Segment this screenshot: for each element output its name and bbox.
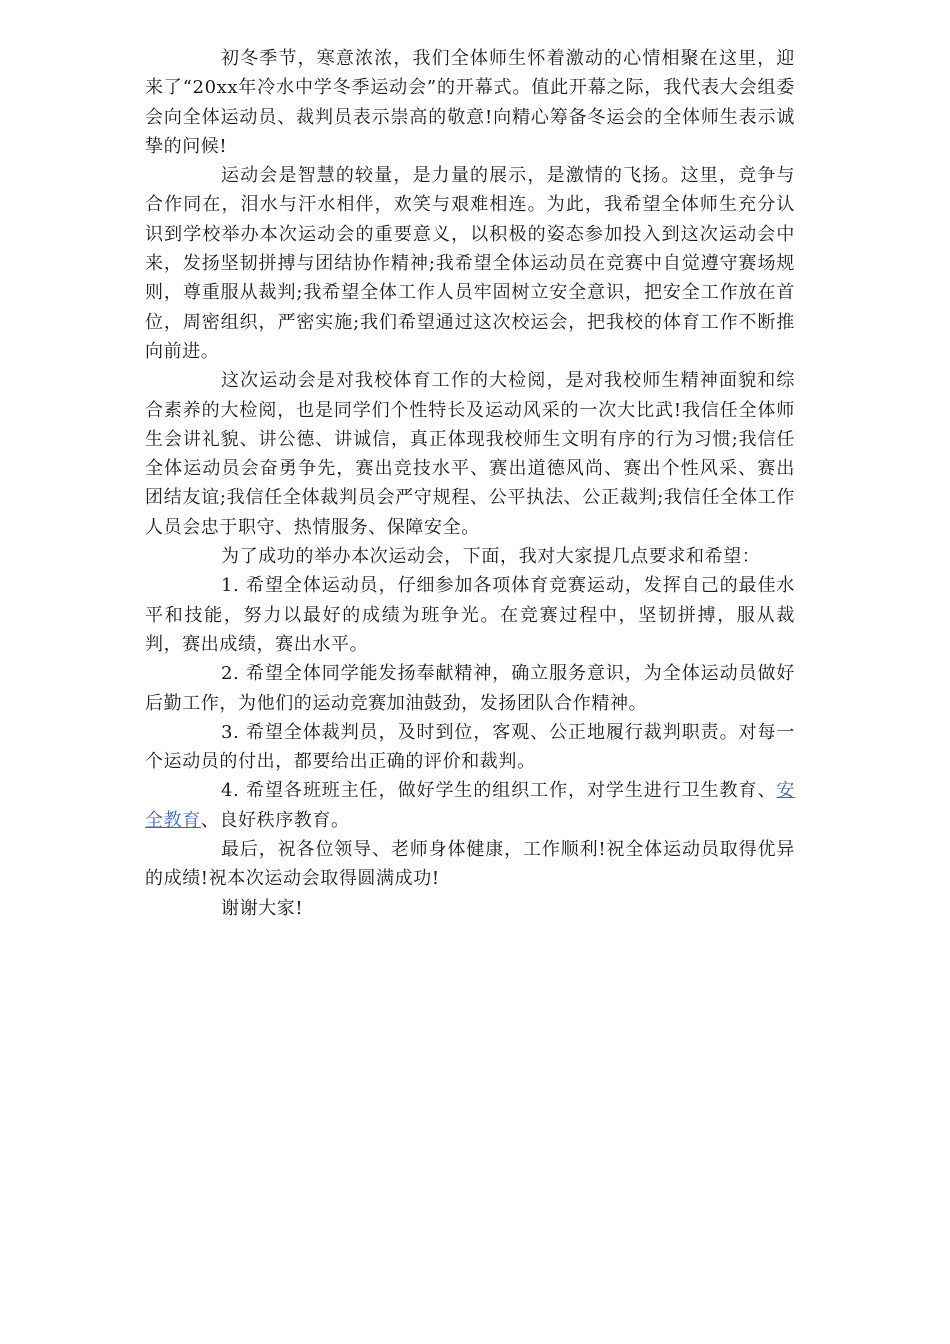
requirement-item-2: 2. 希望全体同学能发扬奉献精神，确立服务意识，为全体运动员做好后勤工作，为他们的运动竞赛加油鼓劲，发扬团队合作精神。 xyxy=(145,663,795,714)
requirement-item-4 xyxy=(145,776,795,835)
safety-education-link[interactable]: 安全教育 xyxy=(145,780,795,831)
requirement-item-1: 1. 希望全体运动员，仔细参加各项体育竞赛运动，发挥自己的最佳水平和技能，努力以最好的成绩为班争光。在竞赛过程中，坚韧拼搏，服从裁判，赛出成绩，赛出水平。 xyxy=(145,575,795,655)
requirement-item-4-after: 、良好秩序教育。 xyxy=(200,809,350,831)
paragraph-opening: 初冬季节，寒意浓浓，我们全体师生怀着激动的心情相聚在这里，迎来了“20xx年冷水中学冬季运动会”的开幕式。值此开幕之际，我代表大会组委会向全体运动员、裁判员表示崇高的敬意!向精心筹备冬运会的全体师生表示诚挚的问候! xyxy=(145,48,795,157)
requirement-item-4-before: 4. 希望各班班主任，做好学生的组织工作，对学生进行卫生教育、 xyxy=(221,780,777,802)
paragraph-meaning: 运动会是智慧的较量，是力量的展示，是激情的飞扬。这里，竞争与合作同在，泪水与汗水相伴，欢笑与艰难相连。为此，我希望全体师生充分认识到学校举办本次运动会的重要意义，以积极的姿态参加投入到这次运动会中来，发扬坚韧拼搏与团结协作精神;我希望全体运动员在竞赛中自觉遵守赛场规则，尊重服从裁判;我希望全体工作人员牢固树立安全意识，把安全工作放在首位，周密组织，严密实施;我们希望通过这次校运会，把我校的体育工作不断推向前进。 xyxy=(145,165,795,362)
paragraph-review: 这次运动会是对我校体育工作的大检阅，是对我校师生精神面貌和综合素养的大检阅，也是同学们个性特长及运动风采的一次大比武!我信任全体师生会讲礼貌、讲公德、讲诚信，真正体现我校师生文明有序的行为习惯;我信任全体运动员会奋勇争先，赛出竞技水平、赛出道德风尚、赛出个性风采、赛出团结友谊;我信任全体裁判员会严守规程、公平执法、公正裁判;我信任全体工作人员会忠于职守、热情服务、保障安全。 xyxy=(145,370,795,538)
paragraph-requirements-intro: 为了成功的举办本次运动会，下面，我对大家提几点要求和希望： xyxy=(221,546,761,568)
requirement-item-3: 3. 希望全体裁判员，及时到位，客观、公正地履行裁判职责。对每一个运动员的付出，都要给出正确的评价和裁判。 xyxy=(145,721,795,773)
paragraph-closing: 最后，祝各位领导、老师身体健康，工作顺利!祝全体运动员取得优异的成绩!祝本次运动会取得圆满成功! xyxy=(145,839,795,890)
paragraph-thanks: 谢谢大家! xyxy=(221,897,304,919)
document-body xyxy=(145,44,795,923)
